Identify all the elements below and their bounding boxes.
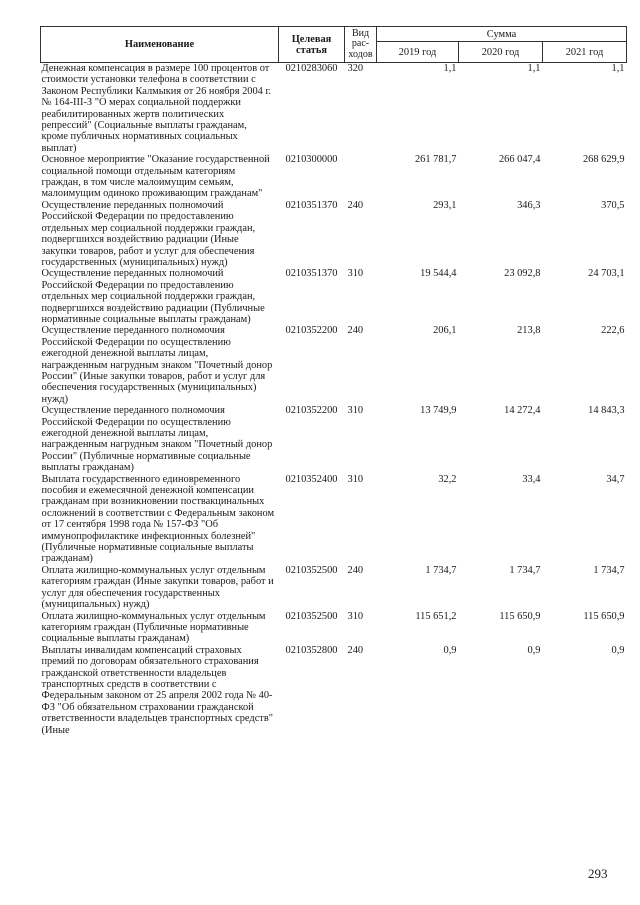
row-expense-type-cell: 240	[347, 644, 364, 656]
row-expense-type-cell: 240	[347, 325, 364, 337]
row-name-cell: Осуществление переданного полномочия Российской Федерации по осуществлению ежегодной денежной выплаты лицам, награжденным нагрудным знаком "Почетный донор России" (Публичные нормативные социальные выплаты гражданам)	[41, 405, 273, 474]
row-target-article-cell: 0210352200	[285, 325, 338, 337]
table-row	[41, 645, 627, 736]
row-amount-2019-cell: 13 749,9	[420, 405, 457, 417]
row-expense-type-cell: 310	[347, 405, 364, 417]
row-amount-2019-cell: 1 734,7	[425, 564, 457, 576]
table-header	[41, 27, 627, 63]
row-amount-2020-cell: 266 047,4	[498, 154, 541, 166]
row-amount-2019-cell: 32,2	[438, 473, 457, 485]
row-target-article-cell: 0210352500	[285, 610, 338, 622]
table-row	[41, 63, 627, 155]
table-row	[41, 405, 627, 473]
row-amount-2020-cell: 0,9	[527, 644, 541, 656]
budget-page	[40, 26, 626, 736]
row-name-cell: Осуществление переданного полномочия Российской Федерации по осуществлению ежегодной денежной выплаты лицам, награжденным нагрудным знаком "Почетный донор России" (Иные закупки товаров, работ и услуг для обеспечения государственных (муниципальных) нужд)	[41, 325, 273, 405]
row-amount-2019-cell: 0,9	[443, 644, 457, 656]
row-expense-type-cell: 310	[347, 473, 364, 485]
row-name-cell: Основное мероприятие "Оказание государственной социальной помощи отдельным категориям граждан, в том числе малоимущим семьям, малоимущим одиноко проживающим гражданам"	[41, 154, 270, 200]
table-row	[41, 565, 627, 611]
row-expense-type-cell: 310	[347, 268, 364, 280]
row-expense-type-cell	[345, 154, 377, 200]
row-amount-2021-cell: 115 650,9	[583, 610, 625, 622]
row-name-cell: Осуществление переданных полномочий Российской Федерации по предоставлению отдельных мер социальной поддержки граждан, подвергшихся воздействию радиации (Иные закупки товаров, работ и услуг для обеспечения государственных (муниципальных) нужд)	[41, 199, 256, 268]
row-amount-2021-cell: 268 629,9	[582, 154, 625, 166]
table-row	[41, 268, 627, 325]
row-amount-2021-cell: 1 734,7	[593, 564, 625, 576]
table-row	[41, 474, 627, 565]
row-amount-2019-cell: 115 651,2	[415, 610, 457, 622]
row-amount-2020-cell: 14 272,4	[504, 405, 541, 417]
row-name-cell: Денежная компенсация в размере 100 процентов от стоимости установки телефона в соответствии с Законом Республики Калмыкия от 26 ноября 2004 г. № 164-III-З "О мерах социальной поддержки реабилитированных жертв политических репрессий" (Социальные выплаты гражданам, кроме публичных нормативных социальных выплат)	[41, 63, 279, 155]
header-expense-type: Вид рас-ходов	[345, 27, 377, 63]
table-row	[41, 200, 627, 268]
page-number: 293	[588, 866, 608, 881]
row-expense-type-cell: 240	[347, 564, 364, 576]
table-row	[41, 154, 627, 200]
row-amount-2021-cell: 222,6	[601, 325, 625, 337]
row-target-article-cell: 0210300000	[285, 154, 338, 166]
row-amount-2020-cell: 23 092,8	[504, 268, 541, 280]
header-sum: Сумма	[377, 27, 627, 42]
header-year-2021: 2021 год	[543, 42, 627, 63]
row-expense-type-cell: 320	[345, 63, 377, 155]
row-name-cell: Оплата жилищно-коммунальных услуг отдельным категориям граждан (Иные закупки товаров, работ и услуг для обеспечения государственных (муниципальных) нужд)	[41, 564, 274, 611]
row-amount-2020-cell: 115 650,9	[499, 610, 541, 622]
row-target-article-cell: 0210352800	[285, 644, 338, 656]
row-target-article-cell: 0210352500	[285, 564, 338, 576]
header-target-article: Целевая статья	[279, 27, 345, 63]
table-row	[41, 611, 627, 645]
header-name: Наименование	[41, 27, 279, 63]
row-amount-2021-cell: 14 843,3	[588, 405, 625, 417]
row-expense-type-cell: 310	[347, 610, 364, 622]
row-amount-2020-cell: 346,3	[517, 199, 541, 211]
header-year-2019: 2019 год	[377, 42, 459, 63]
row-amount-2021-cell: 24 703,1	[588, 268, 625, 280]
row-target-article-cell: 0210352400	[285, 473, 338, 485]
row-amount-2020-cell: 33,4	[522, 473, 541, 485]
row-amount-2020-cell: 213,8	[517, 325, 541, 337]
row-amount-2019-cell: 19 544,4	[420, 268, 457, 280]
row-name-cell: Осуществление переданных полномочий Российской Федерации по предоставлению отдельных мер социальной поддержки граждан, подвергшихся воздействию радиации (Публичные нормативные социальные выплаты гражданам)	[41, 268, 265, 325]
row-name-cell: Выплаты инвалидам компенсаций страховых премий по договорам обязательного страхования гражданской ответственности владельцев транспортных средств в соответствии с Федеральным законом от 25 апреля 2002 года № 40-ФЗ "Об обязательном страховании гражданской ответственности владельцев транспортных средств" (Иные	[41, 644, 273, 736]
row-amount-2019-cell: 261 781,7	[414, 154, 457, 166]
row-amount-2021-cell: 34,7	[606, 473, 625, 485]
row-target-article-cell: 0210352200	[285, 405, 338, 417]
row-amount-2020-cell: 1 734,7	[509, 564, 541, 576]
row-name-cell: Выплата государственного единовременного пособия и ежемесячной денежной компенсации гражданам при возникновении поствакцинальных осложнений в соответствии с Федеральным законом от 17 сентября 1998 года № 157-ФЗ "Об иммунопрофилактике инфекционных болезней" (Публичные нормативные социальные выплаты гражданам)	[41, 473, 275, 565]
row-name-cell: Оплата жилищно-коммунальных услуг отдельным категориям граждан (Публичные нормативные социальные выплаты гражданам)	[41, 610, 266, 645]
header-year-2020: 2020 год	[459, 42, 543, 63]
row-expense-type-cell: 240	[347, 199, 364, 211]
row-target-article-cell: 0210351370	[285, 268, 338, 280]
row-amount-2019-cell: 293,1	[433, 199, 457, 211]
row-amount-2019-cell: 1,1	[377, 63, 459, 155]
row-amount-2021-cell: 1,1	[543, 63, 627, 155]
row-target-article-cell: 0210283060	[279, 63, 345, 155]
row-amount-2020-cell: 1,1	[459, 63, 543, 155]
row-amount-2021-cell: 0,9	[611, 644, 625, 656]
row-amount-2019-cell: 206,1	[433, 325, 457, 337]
row-target-article-cell: 0210351370	[285, 199, 338, 211]
row-amount-2021-cell: 370,5	[601, 199, 625, 211]
budget-table	[40, 26, 627, 736]
table-body	[41, 63, 627, 736]
table-row	[41, 325, 627, 405]
